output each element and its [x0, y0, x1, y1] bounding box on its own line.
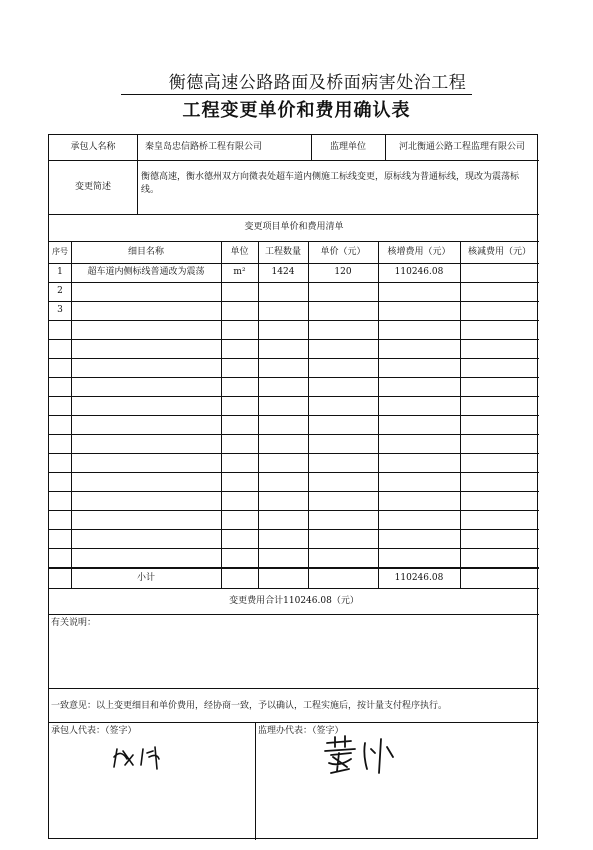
grid-line — [71, 241, 72, 588]
table-row-1-name: 超车道内侧标线普通改为震荡 — [87, 267, 205, 278]
table-row-1-no: 1 — [57, 267, 63, 278]
col-header-price: 单价（元） — [320, 246, 366, 257]
grid-line — [49, 241, 539, 242]
supervisor-label: 监理单位 — [329, 142, 366, 153]
grid-line — [137, 135, 138, 214]
subtotal-add: 110246.08 — [394, 572, 444, 583]
table-row-1-qty: 1424 — [271, 267, 295, 278]
document-title: 衡德高速公路路面及桥面病害处治工程 — [0, 68, 593, 93]
grid-line — [460, 241, 461, 588]
table-row-1-add: 110246.08 — [394, 267, 444, 278]
supervisor-signature — [321, 733, 401, 779]
grid-line — [49, 588, 539, 589]
confirmation-form — [48, 134, 538, 839]
contractor-rep-label: 承包人代表：（签字） — [51, 726, 137, 736]
grid-line — [221, 241, 222, 588]
agreement-text: 一致意见：以上变更细目和单价费用，经协商一致，予以确认，工程实施后，按计量支付程序执行。 — [51, 700, 448, 711]
grid-line — [49, 160, 539, 161]
grid-line — [49, 472, 539, 473]
grid-line — [49, 358, 539, 359]
grid-line — [49, 339, 539, 340]
col-header-name: 细目名称 — [127, 246, 164, 257]
total-amount: 变更费用合计110246.08（元） — [229, 595, 359, 606]
grid-line — [255, 722, 256, 840]
grid-line — [49, 263, 539, 264]
grid-line — [49, 396, 539, 397]
grid-line — [49, 453, 539, 454]
grid-line — [49, 722, 539, 723]
change-desc-label: 变更简述 — [74, 181, 111, 192]
supervisor-value: 河北衡通公路工程监理有限公司 — [398, 142, 525, 153]
contractor-label: 承包人名称 — [70, 142, 116, 153]
table-row-2-no: 2 — [57, 286, 63, 297]
grid-line — [49, 614, 539, 615]
supervisor-rep-label: 监理办代表：（签字） — [258, 726, 344, 736]
grid-line — [49, 434, 539, 435]
grid-line — [49, 529, 539, 530]
col-header-no: 序号 — [52, 247, 68, 257]
grid-line — [385, 135, 386, 160]
table-row-1-price: 120 — [334, 267, 352, 278]
subtotal-label: 小计 — [136, 572, 155, 583]
col-header-add: 核增费用（元） — [387, 246, 451, 257]
grid-line — [311, 135, 312, 160]
table-row-1-unit: m² — [233, 267, 246, 278]
grid-line — [49, 510, 539, 511]
grid-line — [49, 214, 539, 215]
grid-line — [49, 282, 539, 283]
table-row-3-no: 3 — [57, 305, 63, 316]
contractor-value: 秦皇岛忠信路桥工程有限公司 — [145, 142, 263, 153]
grid-line — [258, 241, 259, 588]
col-header-sub: 核减费用（元） — [467, 246, 531, 257]
items-section-title: 变更项目单价和费用清单 — [244, 222, 344, 233]
grid-line — [308, 241, 309, 588]
grid-line — [49, 688, 539, 689]
grid-line — [49, 301, 539, 302]
document-subtitle: 工程变更单价和费用确认表 — [182, 100, 411, 121]
grid-line — [49, 491, 539, 492]
table-row-1-sub — [460, 263, 539, 282]
grid-line — [49, 377, 539, 378]
grid-line — [49, 568, 539, 569]
col-header-unit: 单位 — [230, 246, 249, 257]
grid-line — [49, 548, 539, 549]
change-desc-value: 衡德高速，衡水德州双方向微表处超车道内侧施工标线变更，原标线为普通标线，现改为震荡标线。 — [141, 172, 520, 195]
notes-label: 有关说明： — [51, 618, 97, 628]
grid-line — [49, 320, 539, 321]
grid-line — [378, 241, 379, 588]
grid-line — [49, 415, 539, 416]
col-header-qty: 工程数量 — [264, 246, 301, 257]
contractor-signature — [111, 743, 181, 773]
